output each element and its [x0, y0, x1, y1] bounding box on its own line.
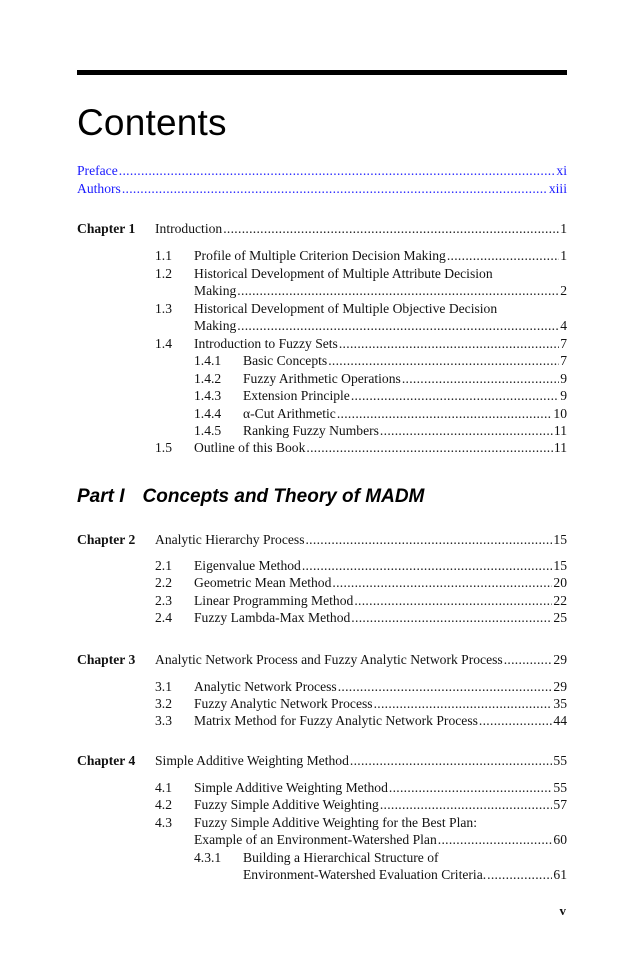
dot-leader: [237, 317, 559, 334]
toc-entry-title: Authors: [77, 181, 121, 196]
toc-entry-subsection[interactable]: [243, 387, 567, 404]
subsection-number: 1.4.5: [194, 423, 222, 438]
toc-entry-title: Matrix Method for Fuzzy Analytic Network Process: [194, 713, 478, 728]
dot-leader: [122, 180, 548, 197]
dot-leader: [402, 370, 559, 387]
dot-leader: [351, 609, 552, 626]
dot-leader: [332, 574, 552, 591]
toc-entry-page: xiii: [548, 181, 567, 196]
section-number: 4.2: [155, 797, 172, 812]
section-number: 2.1: [155, 558, 172, 573]
dot-leader: [328, 352, 559, 369]
toc-entry-page: 10: [553, 406, 567, 421]
dot-leader: [339, 335, 559, 352]
chapter-label: Chapter 3: [77, 652, 136, 667]
section-number: 1.2: [155, 266, 172, 281]
toc-entry-title: Eigenvalue Method: [194, 558, 301, 573]
subsection-number: 1.4.1: [194, 353, 222, 368]
toc-entry-page: 57: [553, 797, 567, 812]
toc-entry-page: 11: [553, 423, 567, 438]
dot-leader: [447, 247, 559, 264]
chapter-label: Chapter 2: [77, 532, 136, 547]
dot-leader: [351, 387, 559, 404]
toc-entry-section[interactable]: [194, 574, 567, 591]
section-number: 1.4: [155, 336, 172, 351]
toc-entry-page: 2: [560, 283, 567, 298]
toc-entry-page: 44: [553, 713, 567, 728]
top-rule: [77, 70, 567, 75]
toc-entry-section[interactable]: [194, 592, 567, 609]
section-number: 4.3: [155, 815, 172, 830]
section-number: 1.3: [155, 301, 172, 316]
toc-entry-title: Analytic Network Process: [194, 679, 337, 694]
section-number: 1.1: [155, 248, 172, 263]
toc-entry-subsection[interactable]: [243, 352, 567, 369]
section-number: 4.1: [155, 780, 172, 795]
toc-entry-title: Profile of Multiple Criterion Decision Making: [194, 248, 446, 263]
toc-entry-section[interactable]: [194, 779, 567, 796]
dot-leader: [337, 405, 553, 422]
section-number: 3.2: [155, 696, 172, 711]
toc-entry-title: Simple Additive Weighting Method: [194, 780, 388, 795]
dot-leader: [479, 712, 553, 729]
toc-entry-page: 60: [553, 832, 567, 847]
toc-entry-page: 55: [553, 780, 567, 795]
subsection-number: 1.4.4: [194, 406, 222, 421]
page-number: v: [559, 903, 566, 918]
toc-entry-page: 61: [553, 867, 567, 882]
toc-entry-title: α-Cut Arithmetic: [243, 406, 336, 421]
toc-entry-title: Ranking Fuzzy Numbers: [243, 423, 379, 438]
dot-leader: [338, 678, 553, 695]
dot-leader: [504, 651, 553, 668]
toc-entry-title-cont: Making: [194, 283, 237, 298]
toc-entry-page: 1: [560, 248, 567, 263]
toc-entry-title: Introduction: [155, 221, 223, 236]
toc-entry-title: Fuzzy Simple Additive Weighting: [194, 797, 379, 812]
subsection-number: 1.4.3: [194, 388, 222, 403]
toc-entry-page: 29: [553, 652, 567, 667]
toc-entry-page: xi: [556, 163, 567, 178]
toc-entry-page: 9: [560, 371, 567, 386]
toc-entry-title: Fuzzy Arithmetic Operations: [243, 371, 401, 386]
toc-entry-section[interactable]: [194, 712, 567, 729]
dot-leader: [354, 592, 552, 609]
toc-entry-title: Linear Programming Method: [194, 593, 354, 608]
subsection-number: 4.3.1: [194, 850, 222, 865]
dot-leader: [306, 439, 553, 456]
toc-entry-title: Introduction to Fuzzy Sets: [194, 336, 338, 351]
toc-entry-title: Simple Additive Weighting Method: [155, 753, 349, 768]
toc-entry-page: 11: [553, 440, 567, 455]
part-title: Concepts and Theory of MADM: [142, 486, 425, 507]
toc-entry-page: 55: [553, 753, 567, 768]
toc-entry-chapter-3[interactable]: [155, 651, 567, 668]
section-number: 3.3: [155, 713, 172, 728]
toc-entry-chapter-2[interactable]: [155, 531, 567, 548]
toc-entry-title: Analytic Hierarchy Process: [155, 532, 305, 547]
dot-leader: [389, 779, 553, 796]
toc-entry-section[interactable]: [194, 609, 567, 626]
toc-entry-section[interactable]: [194, 282, 567, 299]
dot-leader: [380, 422, 553, 439]
toc-entry-section[interactable]: [194, 317, 567, 334]
toc-entry-title-cont: Making: [194, 318, 237, 333]
dot-leader: [350, 752, 553, 769]
toc-entry-page: 20: [553, 575, 567, 590]
toc-entry-page: 9: [560, 388, 567, 403]
dot-leader: [487, 866, 552, 883]
toc-entry-page: 1: [560, 221, 567, 236]
toc-entry-section[interactable]: [194, 439, 567, 456]
toc-entry-page: 7: [560, 353, 567, 368]
toc-entry-title: Preface: [77, 163, 118, 178]
toc-entry-title: Geometric Mean Method: [194, 575, 332, 590]
toc-entry-subsection[interactable]: [243, 422, 567, 439]
toc-entry-page: 15: [553, 532, 567, 547]
toc-entry-title: Fuzzy Analytic Network Process: [194, 696, 373, 711]
toc-entry-title-cont: Example of an Environment-Watershed Plan: [194, 832, 437, 847]
section-number: 2.2: [155, 575, 172, 590]
toc-entry-page: 4: [560, 318, 567, 333]
toc-entry-title: Extension Principle: [243, 388, 350, 403]
toc-entry-subsection[interactable]: [243, 866, 567, 883]
toc-entry-page: 35: [553, 696, 567, 711]
dot-leader: [223, 220, 559, 237]
section-number: 2.3: [155, 593, 172, 608]
section-number: 1.5: [155, 440, 172, 455]
toc-entry-authors[interactable]: [77, 180, 567, 197]
toc-entry-title-line[interactable]: Historical Development of Multiple Attribute Decision: [194, 266, 493, 281]
toc-entry-page: 29: [553, 679, 567, 694]
part-heading: [77, 485, 424, 509]
toc-entry-title: Analytic Network Process and Fuzzy Analytic Network Process: [155, 652, 503, 667]
dot-leader: [374, 695, 553, 712]
toc-entry-title-line[interactable]: Fuzzy Simple Additive Weighting for the Best Plan:: [194, 815, 477, 830]
part-label: Part I: [77, 486, 125, 507]
toc-entry-preface[interactable]: [77, 162, 567, 179]
toc-entry-section[interactable]: [194, 557, 567, 574]
toc-entry-section[interactable]: [194, 695, 567, 712]
toc-entry-title: Fuzzy Lambda-Max Method: [194, 610, 351, 625]
dot-leader: [237, 282, 559, 299]
toc-entry-page: 22: [553, 593, 567, 608]
dot-leader: [119, 162, 556, 179]
page-title: Contents: [77, 102, 227, 143]
toc-entry-chapter-1[interactable]: [155, 220, 567, 237]
toc-entry-title: Outline of this Book: [194, 440, 306, 455]
dot-leader: [380, 796, 553, 813]
dot-leader: [305, 531, 552, 548]
dot-leader: [302, 557, 553, 574]
toc-entry-page: 15: [553, 558, 567, 573]
toc-entry-section[interactable]: [194, 796, 567, 813]
subsection-number: 1.4.2: [194, 371, 222, 386]
dot-leader: [438, 831, 553, 848]
toc-entry-section[interactable]: [194, 678, 567, 695]
toc-entry-title: Basic Concepts: [243, 353, 328, 368]
toc-entry-subsection[interactable]: [243, 370, 567, 387]
toc-entry-title-line[interactable]: Historical Development of Multiple Objective Decision: [194, 301, 498, 316]
section-number: 3.1: [155, 679, 172, 694]
toc-entry-page: 25: [553, 610, 567, 625]
toc-entry-section[interactable]: [194, 831, 567, 848]
toc-entry-section[interactable]: [194, 335, 567, 352]
toc-entry-chapter-4[interactable]: [155, 752, 567, 769]
chapter-label: Chapter 4: [77, 753, 136, 768]
toc-entry-page: 7: [560, 336, 567, 351]
section-number: 2.4: [155, 610, 172, 625]
chapter-label: Chapter 1: [77, 221, 136, 236]
toc-entry-title-line[interactable]: Building a Hierarchical Structure of: [243, 850, 439, 865]
toc-entry-section[interactable]: [194, 247, 567, 264]
toc-entry-subsection[interactable]: [243, 405, 567, 422]
toc-entry-title-cont: Environment-Watershed Evaluation Criteria.: [243, 867, 487, 882]
